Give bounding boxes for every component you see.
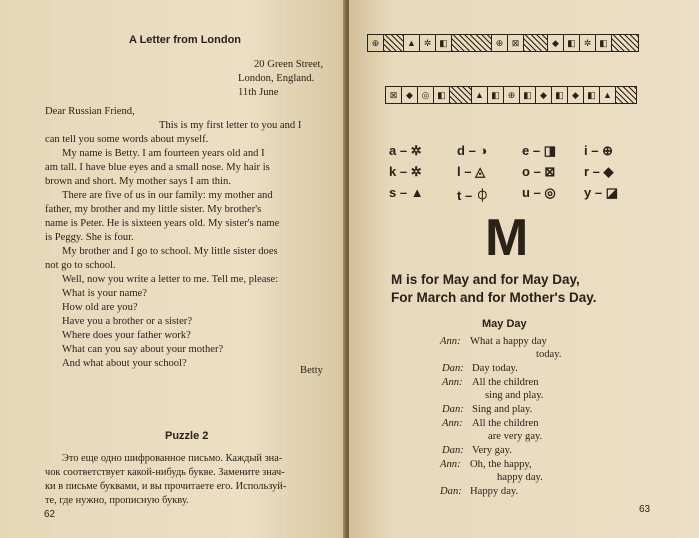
letter-line: What is your name?: [62, 288, 148, 299]
letter-line: is Peggy. She is four.: [45, 232, 134, 243]
poem-line: Very gay.: [472, 445, 512, 456]
letter-line: There are five of us in our family: my mother and: [62, 190, 273, 201]
cipher-cell: ◆: [402, 87, 418, 103]
address-date: 11th June: [238, 87, 279, 98]
caption-line: M is for May and for May Day,: [391, 272, 580, 287]
key-pair: i – ⊕: [584, 143, 613, 158]
poem-speaker: Dan:: [442, 445, 464, 456]
letter-line: Have you a brother or a sister?: [62, 316, 193, 327]
cipher-cell: ▲: [600, 87, 616, 103]
cipher-cell: ◧: [552, 87, 568, 103]
poem-line: Oh, the happy,: [470, 459, 532, 470]
key-pair: r – ◆: [584, 164, 614, 179]
key-pair: e – ◨: [522, 143, 556, 158]
letter-line: brown and short. My mother says I am thin.: [45, 176, 231, 187]
letter-line: How old are you?: [62, 302, 138, 313]
poem-speaker: Ann:: [442, 418, 463, 429]
cipher-cell: ▲: [404, 35, 420, 51]
cipher-cell-hatched: [616, 87, 636, 103]
key-pair: s – ▲: [389, 185, 424, 200]
cipher-cell: ✲: [580, 35, 596, 51]
letter-line: My name is Betty. I am fourteen years old and I: [62, 148, 265, 159]
poem-speaker: Ann:: [440, 336, 461, 347]
page-number: 62: [44, 509, 56, 520]
poem-speaker: Ann:: [442, 377, 463, 388]
letter-line: not go to school.: [45, 260, 116, 271]
cipher-strip-1: [367, 34, 639, 52]
cipher-cell-hatched: [452, 35, 492, 51]
cipher-cell-hatched: [612, 35, 638, 51]
signature: Betty: [300, 365, 323, 376]
poem-title: May Day: [482, 318, 527, 330]
address-line: London, England.: [238, 73, 315, 84]
poem-speaker: Ann:: [440, 459, 461, 470]
puzzle-text-line: ки в письме буквами, и вы прочитаете его. Используй-: [45, 481, 287, 492]
puzzle-text-line: те, где нужно, прописную букву.: [45, 495, 189, 506]
page-number: 63: [639, 504, 651, 515]
key-pair: a – ✲: [389, 143, 422, 158]
cipher-cell: ⊕: [504, 87, 520, 103]
poem-speaker: Dan:: [442, 363, 464, 374]
letter-line: What can you say about your mother?: [62, 344, 224, 355]
letter-line: am tall. I have blue eyes and a small nose. My hair is: [45, 162, 270, 173]
poem-line: happy day.: [497, 472, 543, 483]
letter-line: And what about your school?: [62, 358, 187, 369]
cipher-cell: ◆: [568, 87, 584, 103]
cipher-cell-hatched: [524, 35, 548, 51]
cipher-cell: ◧: [520, 87, 536, 103]
letter-line: can tell you some words about myself.: [45, 134, 209, 145]
key-pair: u – ◎: [522, 185, 556, 200]
letter-title: A Letter from London: [129, 34, 242, 46]
key-pair: y – ◪: [584, 185, 618, 200]
letter-line: Where does your father work?: [62, 330, 191, 341]
poem-line: Happy day.: [470, 486, 519, 497]
poem-line: What a happy day: [470, 336, 547, 347]
poem-line: today.: [536, 349, 562, 360]
cipher-cell-hatched: [450, 87, 472, 103]
cipher-cell: ⊕: [492, 35, 508, 51]
cipher-cell: ⊕: [368, 35, 384, 51]
cipher-cell: ⊠: [508, 35, 524, 51]
poem-line: sing and play.: [485, 390, 544, 401]
cipher-cell: ◧: [584, 87, 600, 103]
cipher-cell: ◧: [564, 35, 580, 51]
poem-line: All the children: [472, 418, 539, 429]
cipher-cell: ✲: [420, 35, 436, 51]
cipher-cell: ◎: [418, 87, 434, 103]
cipher-cell: ◧: [488, 87, 504, 103]
puzzle-text-line: чок соответствует какой-нибудь букве. Замените знач-: [45, 467, 285, 478]
cipher-cell: ◆: [536, 87, 552, 103]
key-pair: d – ◑: [457, 143, 488, 158]
cipher-cell: ▲: [472, 87, 488, 103]
cipher-cell: ◧: [436, 35, 452, 51]
key-pair: l – ◬: [457, 164, 486, 179]
poem-line: All the children: [472, 377, 539, 388]
poem-speaker: Dan:: [442, 404, 464, 415]
cipher-cell: ◧: [434, 87, 450, 103]
salutation: Dear Russian Friend,: [45, 106, 135, 117]
key-pair: k – ✲: [389, 164, 422, 179]
puzzle-title: Puzzle 2: [165, 430, 209, 442]
cipher-cell-hatched: [384, 35, 404, 51]
letter-line: name is Peter. He is sixteen years old. My sister's name: [45, 218, 280, 229]
right-page: [349, 0, 699, 538]
cipher-cell: ◧: [596, 35, 612, 51]
letter-line: This is my first letter to you and I: [159, 120, 302, 131]
caption-line: For March and for Mother's Day.: [391, 290, 597, 305]
cipher-cell: ⊠: [386, 87, 402, 103]
letter-line: father, my brother and my little sister. My brother's: [45, 204, 262, 215]
cipher-strip-2: [385, 86, 637, 104]
address-line: 20 Green Street,: [254, 59, 324, 70]
poem-line: are very gay.: [488, 431, 543, 442]
poem-speaker: Dan:: [440, 486, 462, 497]
poem-line: Day today.: [472, 363, 518, 374]
letter-line: My brother and I go to school. My little sister does: [62, 246, 278, 257]
puzzle-text-line: Это еще одно шифрованное письмо. Каждый зна-: [62, 453, 283, 464]
key-pair: o – ⊠: [522, 164, 556, 179]
poem-line: Sing and play.: [472, 404, 533, 415]
left-page: [0, 0, 346, 538]
key-pair: t – ⏀: [457, 188, 489, 203]
letter-line: Well, now you write a letter to me. Tell me, please:: [62, 274, 279, 285]
big-letter-m: M: [485, 209, 529, 267]
cipher-cell: ◆: [548, 35, 564, 51]
